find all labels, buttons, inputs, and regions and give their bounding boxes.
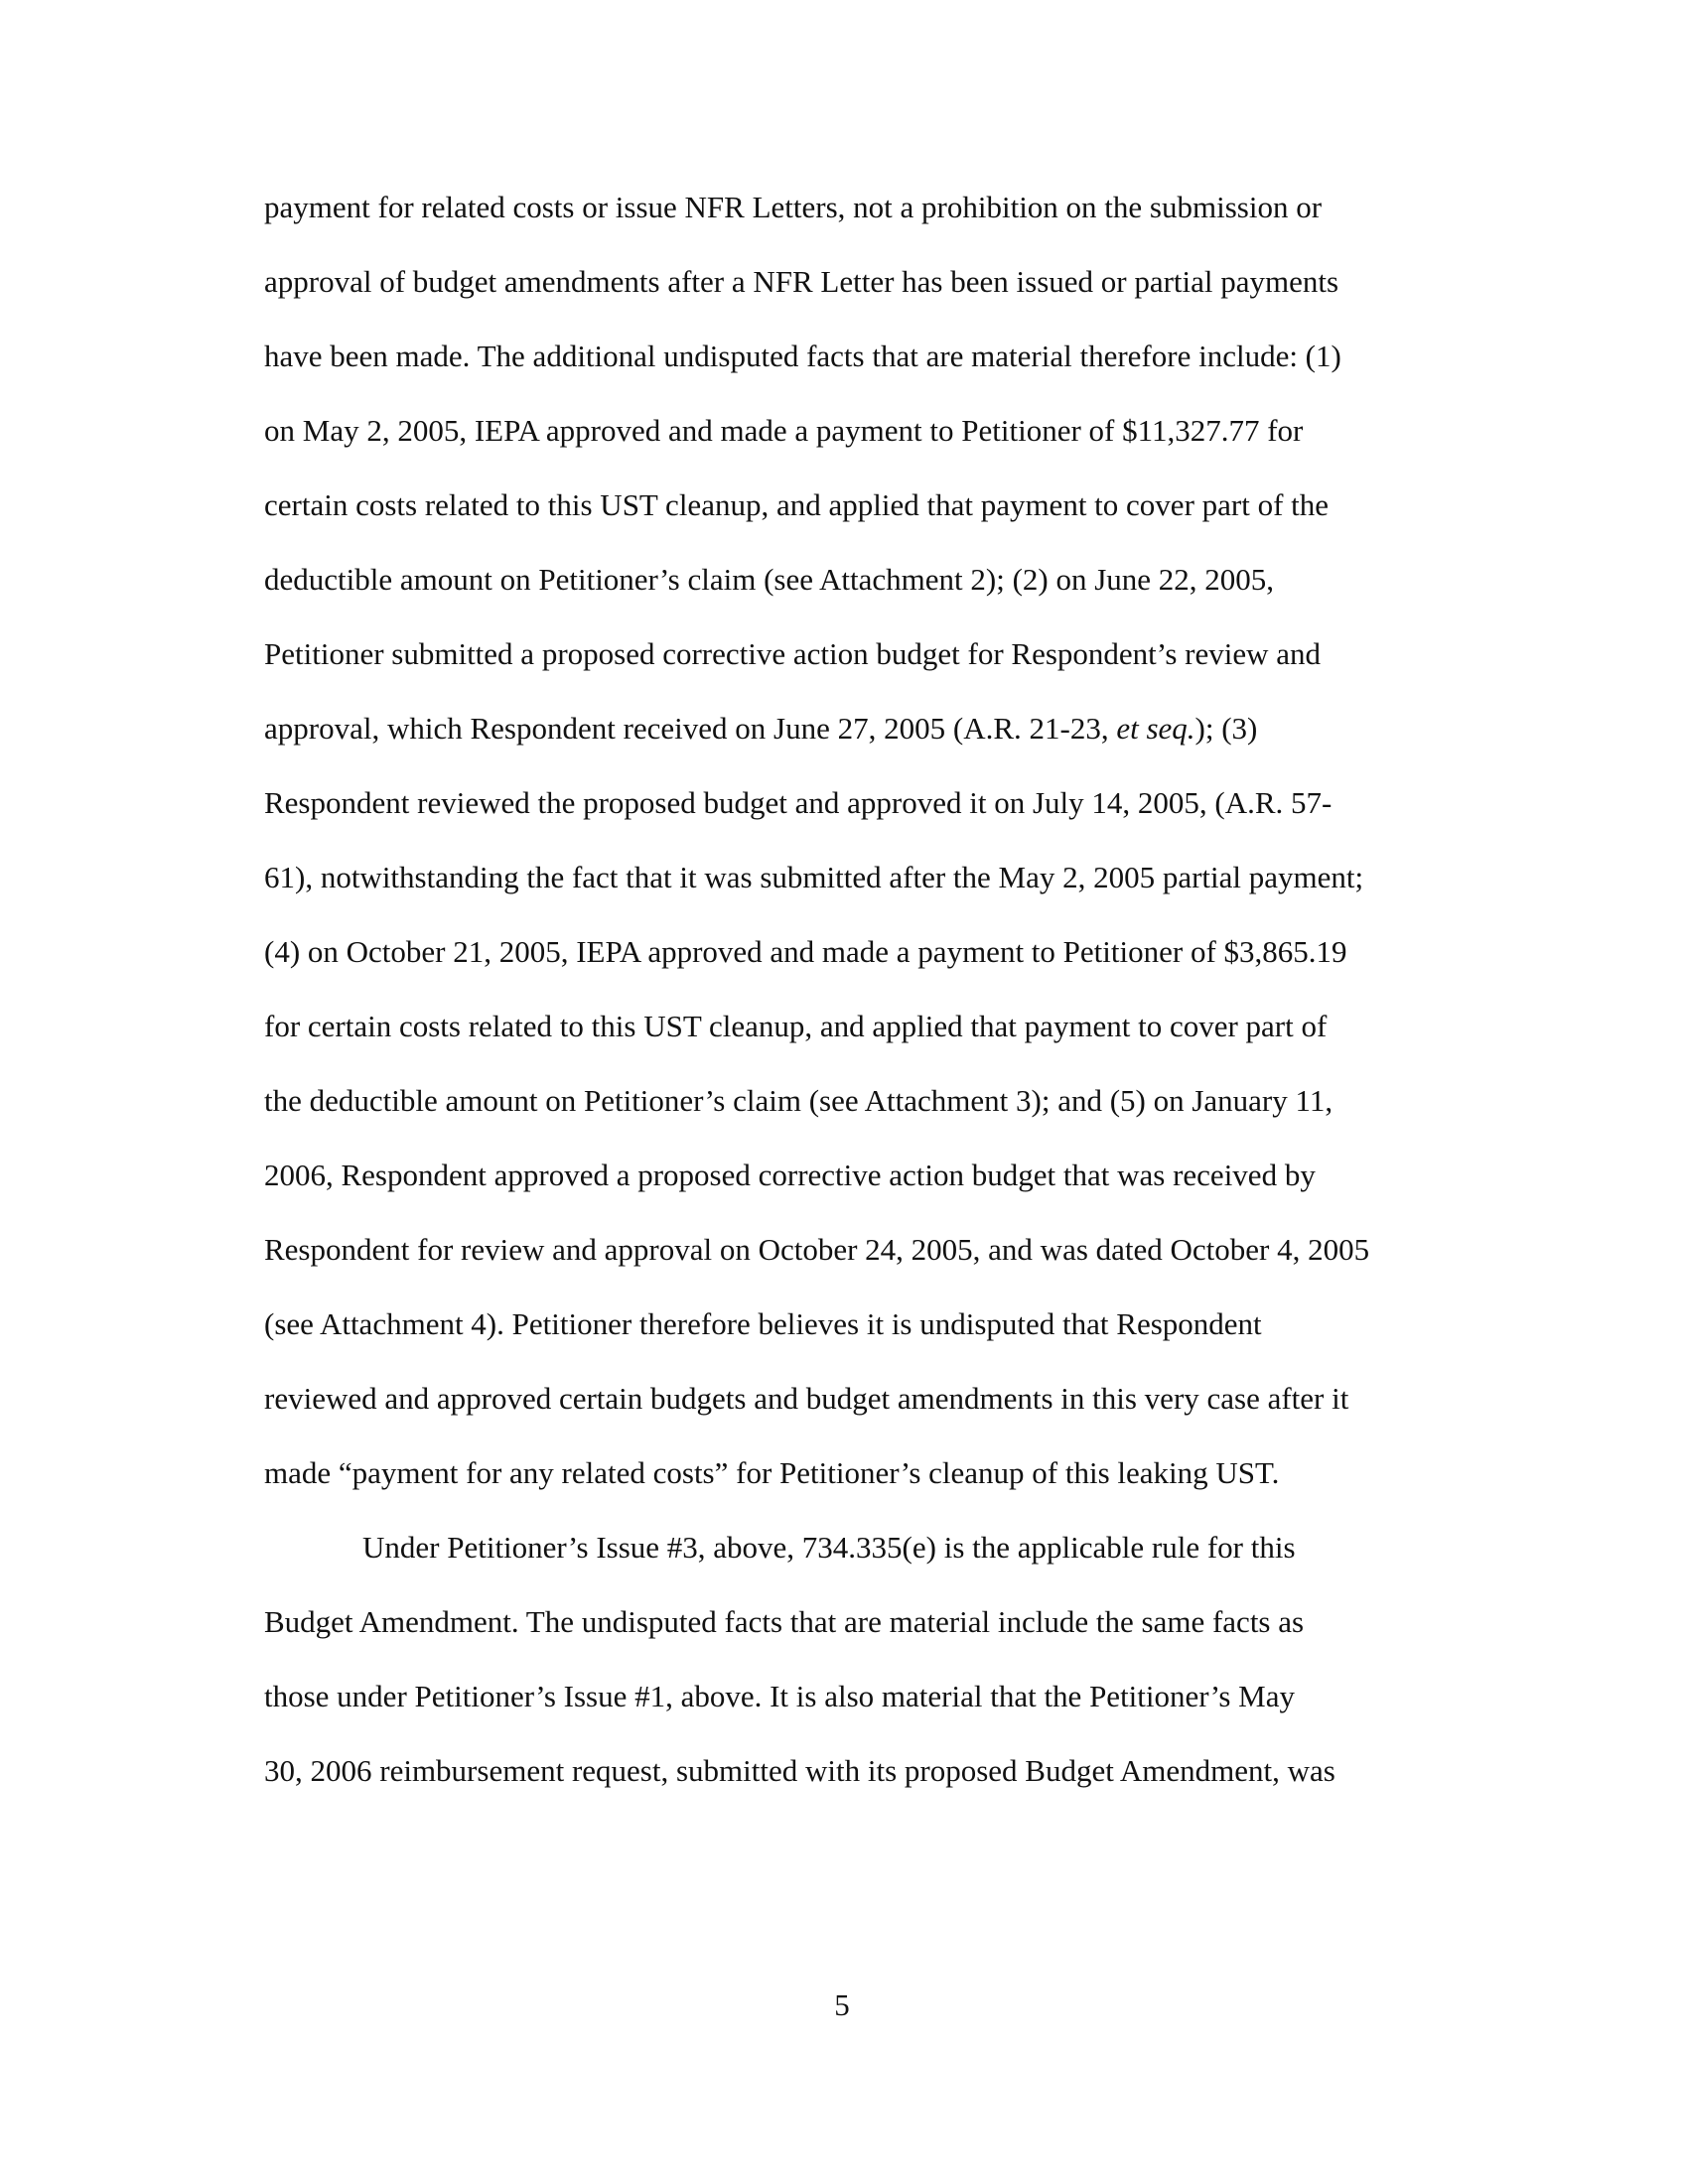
paragraph-2 <box>264 1525 1456 1823</box>
italic-citation: et seq. <box>1116 711 1195 746</box>
text-line: those under Petitioner’s Issue #1, above. It is also material that the Petitioner’s May <box>264 1679 1296 1713</box>
text-line: deductible amount on Petitioner’s claim (see Attachment 2); (2) on June 22, 2005, <box>264 562 1275 597</box>
text-line: certain costs related to this UST cleanup, and applied that payment to cover part of the <box>264 487 1330 522</box>
body-text <box>264 185 1456 1823</box>
text-segment: ); (3) <box>1194 711 1258 746</box>
page-number: 5 <box>834 1987 850 2022</box>
text-line: 2006, Respondent approved a proposed corrective action budget that was received by <box>264 1158 1316 1192</box>
text-line: 61), notwithstanding the fact that it was submitted after the May 2, 2005 partial payment; <box>264 860 1364 894</box>
text-line: the deductible amount on Petitioner’s claim (see Attachment 3); and (5) on January 11, <box>264 1083 1333 1118</box>
text-line: (4) on October 21, 2005, IEPA approved and made a payment to Petitioner of $3,865.19 <box>264 934 1347 969</box>
text-line: Under Petitioner’s Issue #3, above, 734.335(e) is the applicable rule for this <box>362 1530 1296 1565</box>
text-segment: approval, which Respondent received on June 27, 2005 (A.R. 21-23, <box>264 711 1117 746</box>
text-line: Petitioner submitted a proposed corrective action budget for Respondent’s review and <box>264 636 1322 671</box>
text-line-citation <box>264 706 1456 780</box>
text-line: approval of budget amendments after a NFR Letter has been issued or partial payments <box>264 264 1339 299</box>
text-line: reviewed and approved certain budgets and budget amendments in this very case after it <box>264 1381 1349 1416</box>
text-line: have been made. The additional undisputed facts that are material therefore include: (1) <box>264 339 1341 373</box>
text-line: for certain costs related to this UST cleanup, and applied that payment to cover part of <box>264 1009 1328 1043</box>
text-line: Respondent reviewed the proposed budget and approved it on July 14, 2005, (A.R. 57- <box>264 785 1333 820</box>
text-line: Budget Amendment. The undisputed facts that are material include the same facts as <box>264 1604 1305 1639</box>
text-line: 30, 2006 reimbursement request, submitted with its proposed Budget Amendment, was <box>264 1753 1335 1788</box>
text-line: (see Attachment 4). Petitioner therefore believes it is undisputed that Respondent <box>264 1306 1262 1341</box>
text-line: Respondent for review and approval on October 24, 2005, and was dated October 4, 2005 <box>264 1232 1370 1267</box>
paragraph-1 <box>264 185 1456 1525</box>
text-line: on May 2, 2005, IEPA approved and made a payment to Petitioner of $11,327.77 for <box>264 413 1304 448</box>
text-line: payment for related costs or issue NFR Letters, not a prohibition on the submission or <box>264 190 1323 224</box>
text-line: made “payment for any related costs” for Petitioner’s cleanup of this leaking UST. <box>264 1455 1280 1490</box>
